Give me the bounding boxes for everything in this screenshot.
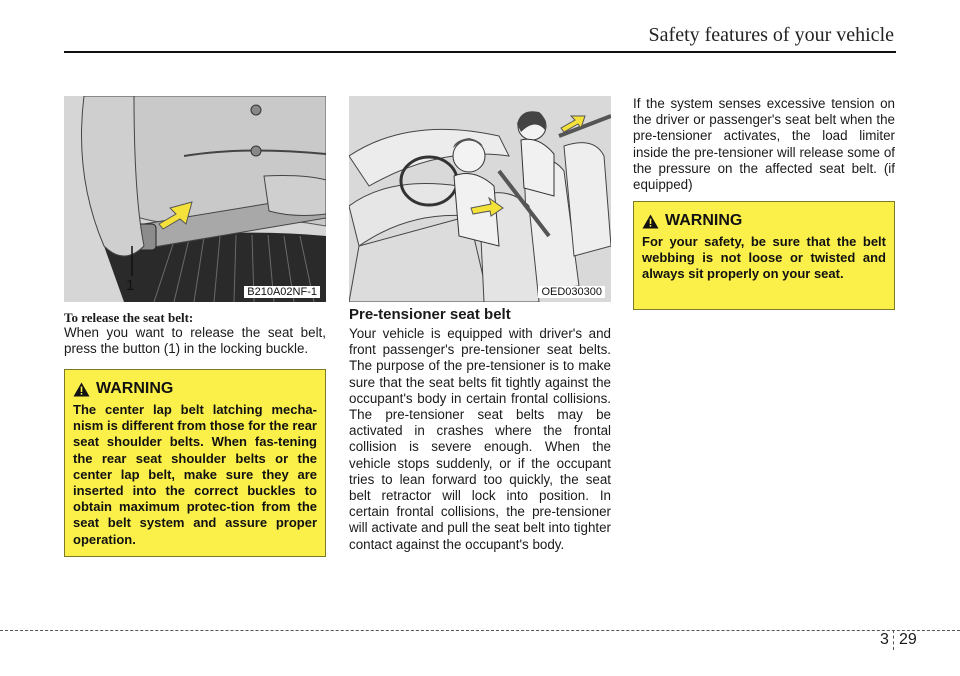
page-number-divider: [893, 630, 894, 650]
warning-heading: [642, 212, 886, 230]
figure-caption: To release the seat belt:: [64, 310, 194, 325]
warning-box-center-lap-belt: [64, 369, 326, 557]
load-limiter-paragraph: If the system senses excessive tension on the driver or passenger's seat belt when the pre-tensioner activates, the load limiter inside the pre-tensioner will release some of the pressure on the affected seat belt. (if equipped): [633, 96, 895, 193]
warning-title: WARNING: [665, 212, 743, 229]
figure-code: OED030300: [538, 286, 605, 298]
warning-title: WARNING: [96, 380, 174, 397]
page-number: 29: [899, 631, 917, 648]
pre-tensioner-illustration: [349, 96, 611, 302]
warning-heading: [73, 380, 317, 398]
figure-code: B210A02NF-1: [244, 286, 320, 298]
warning-text: The center lap belt latching mecha-nism is different from those for the rear seat shoulder belts. When fas-tening the rear seat shoulder belts or the center lap belt, make sure they are inserted into the correct buckles to obtain maximum protec-tion from the seat belt system and assure proper operation.: [73, 402, 317, 547]
seat-belt-release-illustration: [64, 96, 326, 302]
warning-box-belt-webbing: [633, 201, 895, 310]
warning-triangle-icon: [73, 382, 90, 397]
footer-rule: [0, 630, 960, 631]
page-header-title: Safety features of your vehicle: [648, 24, 894, 46]
pre-tensioner-paragraph: Your vehicle is equipped with driver's and front passenger's pre-tensioner seat belts. The purpose of the pre-tensioner is to make sure that the seat belts fit tightly against the occupant's body in certain frontal collisions. The pre-tensioner seat belts may be activated in crashes where the frontal collision is severe enough. When the vehicle stops suddenly, or if the occupant tries to lean forward too quickly, the seat belt retractor will lock into position. In certain frontal collisions, the pre-tensioner will activate and pull the seat belt into tighter contact against the occupant's body.: [349, 326, 612, 552]
section-heading: Pre-tensioner seat belt: [349, 306, 511, 323]
header-rule: [64, 51, 896, 53]
section-number: 3: [880, 631, 889, 648]
warning-triangle-icon: [642, 214, 659, 229]
callout-number: 1: [126, 277, 135, 294]
release-paragraph: When you want to release the seat belt, press the button (1) in the locking buckle.: [64, 325, 326, 357]
warning-text: For your safety, be sure that the belt webbing is not loose or twisted and always sit properly on your seat.: [642, 234, 886, 282]
